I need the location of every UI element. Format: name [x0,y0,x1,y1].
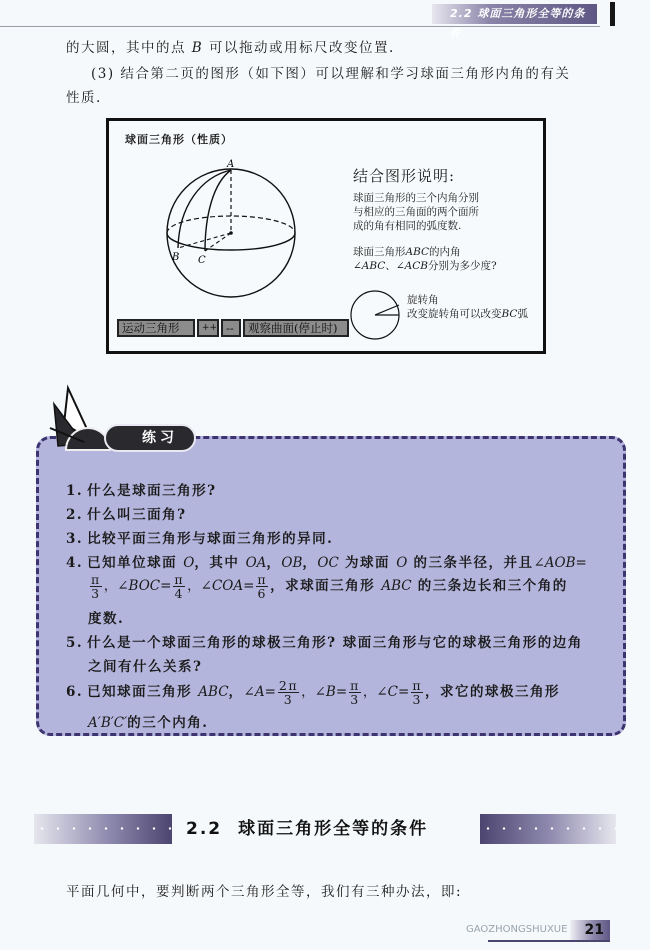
var: BC [501,308,518,320]
text: ， [228,684,244,700]
section-bar-right [480,814,616,844]
text: ，求球面三角形 [270,578,382,594]
q-text: 比较平面三角形与球面三角形的异同. [87,531,334,547]
text: 分别为多少度? [427,260,497,272]
sphere-figure-panel [106,118,546,354]
q-text: 什么是一个球面三角形的球极三角形? 球面三角形与它的球极三角形的边角 [87,635,583,651]
move-triangle-button[interactable]: 运动三角形 [117,319,195,337]
exercise-q3 [66,528,333,550]
rotation-legend [407,293,528,321]
var-b: B [191,40,204,56]
label-a: A [227,159,235,170]
label-c: C [198,255,206,266]
math: ABC [381,578,412,594]
math: ∠COA= [200,578,255,594]
drafting-tools-icon [44,384,114,464]
fraction: $\frac{\pi}{6}$ [257,572,268,601]
math: O [396,555,408,571]
q-text: 什么叫三面角? [87,507,187,523]
page-number-box [570,920,610,940]
text: ，求它的球极三角形 [425,684,561,700]
q-number: 3. [66,531,84,547]
math: O [183,555,195,571]
var: ABC [405,246,430,258]
q-text: 什么是球面三角形? [87,483,217,499]
text: 已知单位球面 [87,555,184,571]
section-title: 球面三角形全等的条件 [238,819,429,839]
exercise-q5-line1 [66,632,583,654]
decrease-button[interactable]: -- [221,319,241,337]
footer-rule [488,940,610,942]
math: OB [281,555,303,571]
explain-title: 结合图形说明: [353,167,456,185]
header-marker [610,2,615,26]
text: 的内角 [429,246,461,258]
fraction: $\frac{\pi}{3}$ [412,678,423,707]
q-number: 4. [66,555,84,571]
math: ∠BOC= [117,578,172,594]
text: 可以拖动或用标尺改变位置. [203,40,395,56]
intro-line-1 [66,36,395,60]
exercise-label: 练习 [104,424,196,452]
section-number: 2.2 [186,819,223,839]
exercise-q1 [66,480,217,502]
figure-question [353,245,497,273]
fraction: $\frac{\pi}{3}$ [350,678,360,707]
exercise-q4-line2: $\frac{\pi}{3}$ ，∠BOC= $\frac{\pi}{4}$ ，∠COA= $\frac{\pi}{6}$ ，求球面三角形 ABC 的三条边长和三个角的 [91,572,568,601]
text: 的大圆，其中的点 [66,40,192,56]
math: ∠C= [376,684,410,700]
math: ∠AOB= [533,555,587,571]
text: ， [266,555,282,571]
q-number: 1. [66,483,84,499]
running-header: 2.2 球面三角形全等的条件 [432,4,597,24]
section-heading [186,814,428,844]
explain-line: 球面三角形的三个内角分别 [353,192,479,204]
text: ，其中 [194,555,246,571]
text: ， [302,555,318,571]
explain-line: 与相应的三角面的两个面所 [353,206,479,218]
text: 的三条边长和三个角的 [411,578,568,594]
increase-button[interactable]: ++ [197,319,219,337]
text: 弧 [517,308,528,320]
q-number: 5. [66,635,84,651]
text: 的三个内角. [127,715,209,731]
math: ∠B= [314,684,348,700]
body-paragraph: 平面几何中，要判断两个三角形全等，我们有三种办法，即: [66,884,463,900]
label-b: B [172,252,180,263]
fraction: $\frac{\pi}{3}$ [91,572,101,601]
rotation-label: 旋转角 [407,294,439,306]
text: 的三条半径，并且 [407,555,534,571]
header-rule [0,26,600,27]
math: OA [245,555,267,571]
exercise-q2 [66,504,187,526]
math: A′B′C′ [88,715,128,731]
section-bar-left [34,814,172,844]
page-number: 21 [584,922,604,938]
explain-text [353,191,479,233]
text: 球面三角形 [353,246,406,258]
text: 、 [385,260,396,272]
exercise-q4-line3: 度数. [88,611,125,627]
exercise-q6-line1: 6. 已知球面三角形 ABC，∠A= $\frac{2\pi}{3}$ ，∠B= $\frac{\pi}{3}$ ，∠C= $\frac{\pi}{3}$ ，求它的球极三角形 [66,678,561,707]
angle-abc: ∠ABC [353,260,386,272]
exercise-q5-line2: 之间有什么关系? [88,659,203,675]
q-number: 6. [66,684,84,700]
intro-line-2: (3) 结合第二页的图形（如下图）可以理解和学习球面三角形内角的有关 [91,66,571,82]
observe-surface-button[interactable]: 观察曲面(停止时) [243,319,349,337]
math: ∠A= [243,684,276,700]
angle-acb: ∠ACB [395,260,428,272]
exercise-q6-line2 [88,712,208,734]
text: 改变旋转角可以改变 [407,308,502,320]
fraction: $\frac{\pi}{4}$ [174,572,185,601]
math: OC [317,555,339,571]
q-number: 2. [66,507,84,523]
series-name: GAOZHONGSHUXUE [466,924,568,935]
fraction: $\frac{2\pi}{3}$ [278,678,299,707]
math: ABC [198,684,229,700]
text: 为球面 [338,555,397,571]
figure-title: 球面三角形（性质） [125,133,233,146]
explain-line: 成的角有相同的弧度数. [353,220,462,232]
intro-line-3: 性质. [66,90,102,106]
text: 已知球面三角形 [87,684,199,700]
